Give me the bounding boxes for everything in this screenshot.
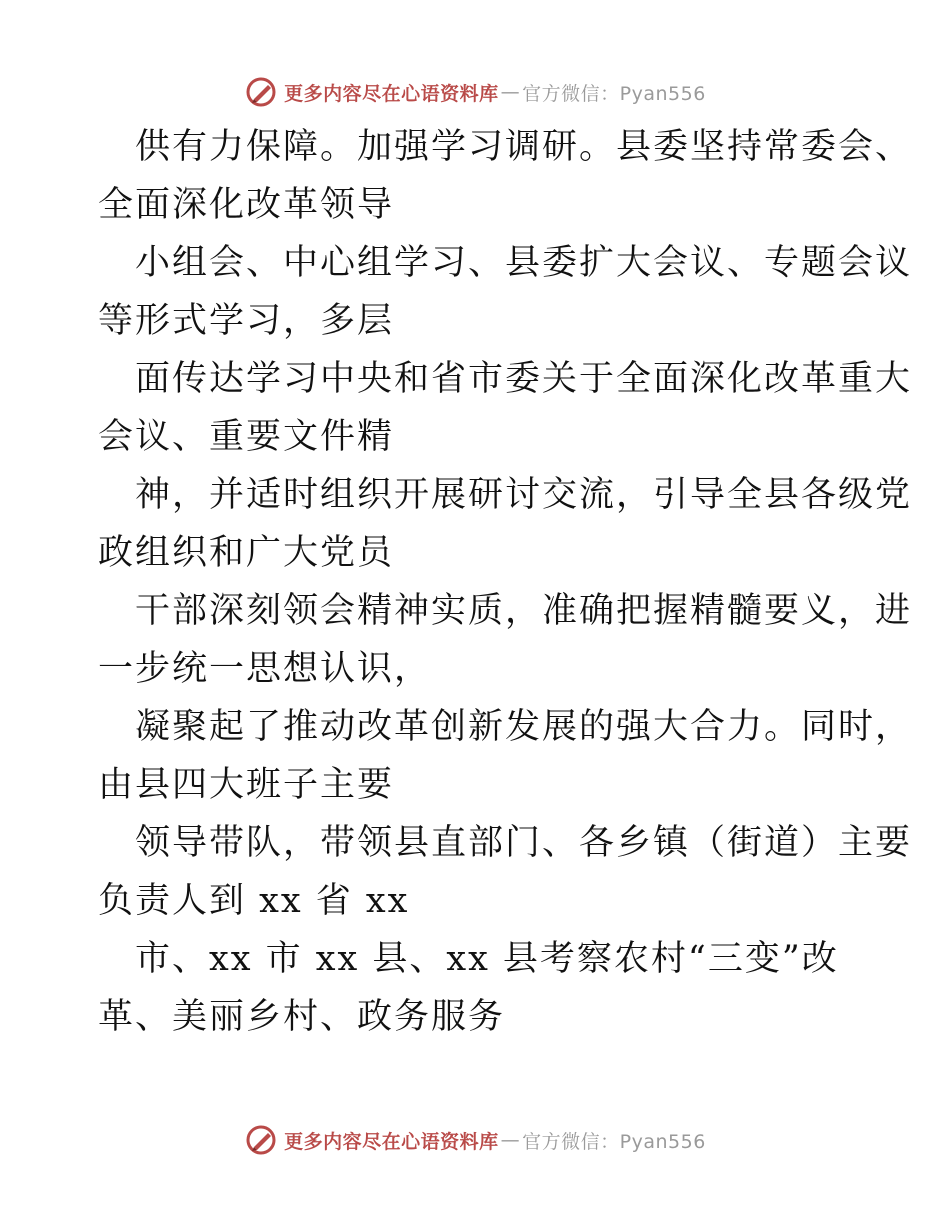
text-line: 一步统一思想认识， <box>98 649 432 689</box>
document-body <box>98 118 913 1046</box>
text-line: 干部深刻领会精神实质，准确把握精髓要义，进 <box>135 591 913 631</box>
text-line: 负责人到 xx 省 xx <box>98 881 410 921</box>
text-line: 由县四大班子主要 <box>98 765 395 805</box>
text-line: 革、美丽乡村、政务服务 <box>98 997 506 1037</box>
header-banner <box>0 72 950 112</box>
pen-circle-logo-icon <box>244 75 278 109</box>
banner-sub-text: 官方微信：Pyan556 <box>522 1130 706 1153</box>
footer-banner <box>0 1120 950 1160</box>
banner-sub-text: 官方微信：Pyan556 <box>522 82 706 105</box>
banner-separator: — <box>500 1129 521 1151</box>
text-line: 神，并适时组织开展研讨交流，引导全县各级党 <box>135 475 913 515</box>
text-line: 供有力保障。加强学习调研。县委坚持常委会、 <box>135 127 913 167</box>
text-line: 凝聚起了推动改革创新发展的强大合力。同时， <box>135 707 913 747</box>
pen-circle-logo-icon <box>244 1123 278 1157</box>
text-line: 政组织和广大党员 <box>98 533 395 573</box>
banner-main-text: 更多内容尽在心语资料库 <box>284 82 499 105</box>
text-line: 领导带队，带领县直部门、各乡镇（街道）主要 <box>135 823 913 863</box>
text-line: 会议、重要文件精 <box>98 417 395 457</box>
banner-separator: — <box>500 81 521 103</box>
text-line: 全面深化改革领导 <box>98 185 395 225</box>
text-line: 等形式学习，多层 <box>98 301 395 341</box>
text-line: 面传达学习中央和省市委关于全面深化改革重大 <box>135 359 913 399</box>
text-line: 市、xx 市 xx 县、xx 县考察农村“三变”改 <box>135 939 839 979</box>
banner-main-text: 更多内容尽在心语资料库 <box>284 1130 499 1153</box>
text-line: 小组会、中心组学习、县委扩大会议、专题会议 <box>135 243 913 283</box>
